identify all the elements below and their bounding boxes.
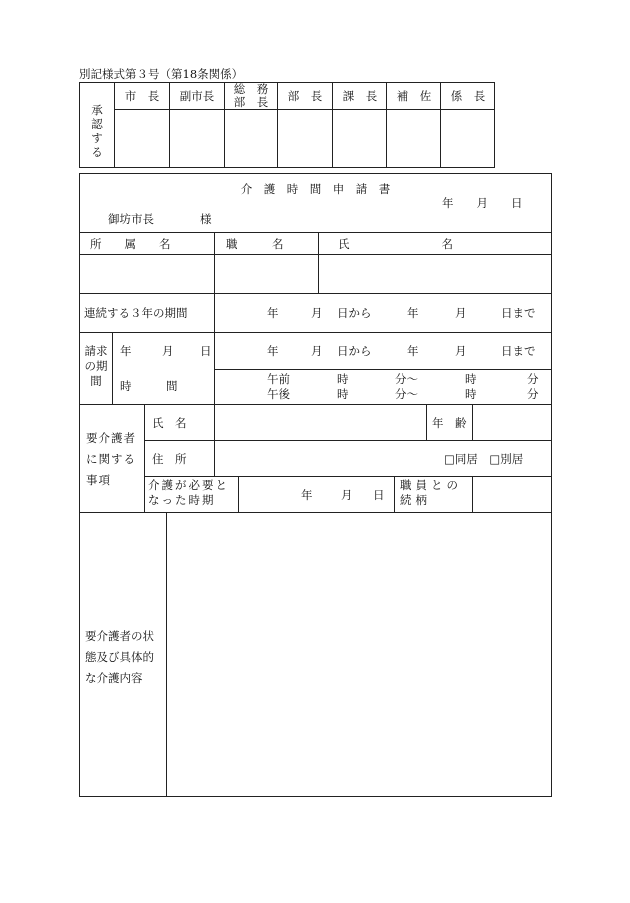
position-label: 職 名 [226, 237, 284, 251]
approval-col-mayor: 市 長 [124, 89, 160, 103]
form-number: 別記様式第３号（第18条関係） [79, 67, 244, 81]
addressee: 御坊市長 様 [108, 212, 212, 226]
relation-label: 職員との続柄 [400, 478, 462, 507]
consecutive-period-label: 連続する３年の期間 [84, 306, 188, 320]
request-date-year: 年 [120, 344, 132, 358]
address-field[interactable] [215, 441, 445, 475]
application-form [79, 173, 552, 797]
request-date-range-field[interactable]: 年 月 日から 年 月 日まで [267, 344, 536, 358]
approval-side-label: 承認する [91, 103, 103, 159]
affiliation-label: 所 属 名 [90, 237, 171, 251]
address-label: 住 所 [152, 452, 187, 466]
approval-col-director: 部 長 [287, 89, 323, 103]
consecutive-period-field[interactable]: 年 月 日から 年 月 日まで [267, 306, 536, 320]
form-title: 介 護 時 間 申 請 書 [240, 182, 391, 196]
pm-label: 午後 [267, 387, 290, 401]
request-time-label: 時 間 [120, 379, 178, 393]
name-field[interactable] [319, 255, 550, 292]
affiliation-field[interactable] [81, 255, 213, 292]
care-details-label: 要介護者の状態及び具体的な介護内容 [85, 629, 154, 685]
approval-col-general-affairs: 総 務 部 長 [233, 82, 269, 109]
care-needed-since-label: 介護が必要となった時期 [148, 478, 229, 507]
care-person-label: 要介護者に関する事項 [86, 431, 136, 487]
position-field[interactable] [215, 255, 317, 292]
approval-col-chief: 係 長 [450, 89, 486, 103]
am-label: 午前 [267, 372, 290, 386]
care-name-label: 氏 名 [152, 416, 187, 430]
request-date-month: 月 [162, 344, 174, 358]
approval-col-deputy-mayor: 副市長 [179, 89, 215, 103]
care-name-field[interactable] [215, 405, 425, 439]
approval-col-section-chief: 課 長 [342, 89, 378, 103]
care-details-field[interactable] [167, 513, 550, 795]
approval-table [79, 82, 495, 168]
request-time-field[interactable]: 午前 時 分～ 時 分 午後 時 分～ 時 分 [267, 372, 539, 401]
approval-col-assistant: 補 佐 [396, 89, 432, 103]
age-label: 年 齢 [432, 416, 467, 430]
cohabit-checkboxes[interactable]: □同居 □別居 [444, 452, 524, 466]
age-field[interactable] [473, 405, 550, 439]
care-needed-since-field[interactable]: 年 月 日 [301, 488, 385, 502]
relation-field[interactable] [473, 477, 550, 511]
request-period-label: 請求の期間 [84, 344, 108, 388]
name-label: 氏 名 [338, 237, 453, 251]
request-date-day: 日 [200, 344, 212, 358]
form-date: 年 月 日 [442, 196, 523, 210]
